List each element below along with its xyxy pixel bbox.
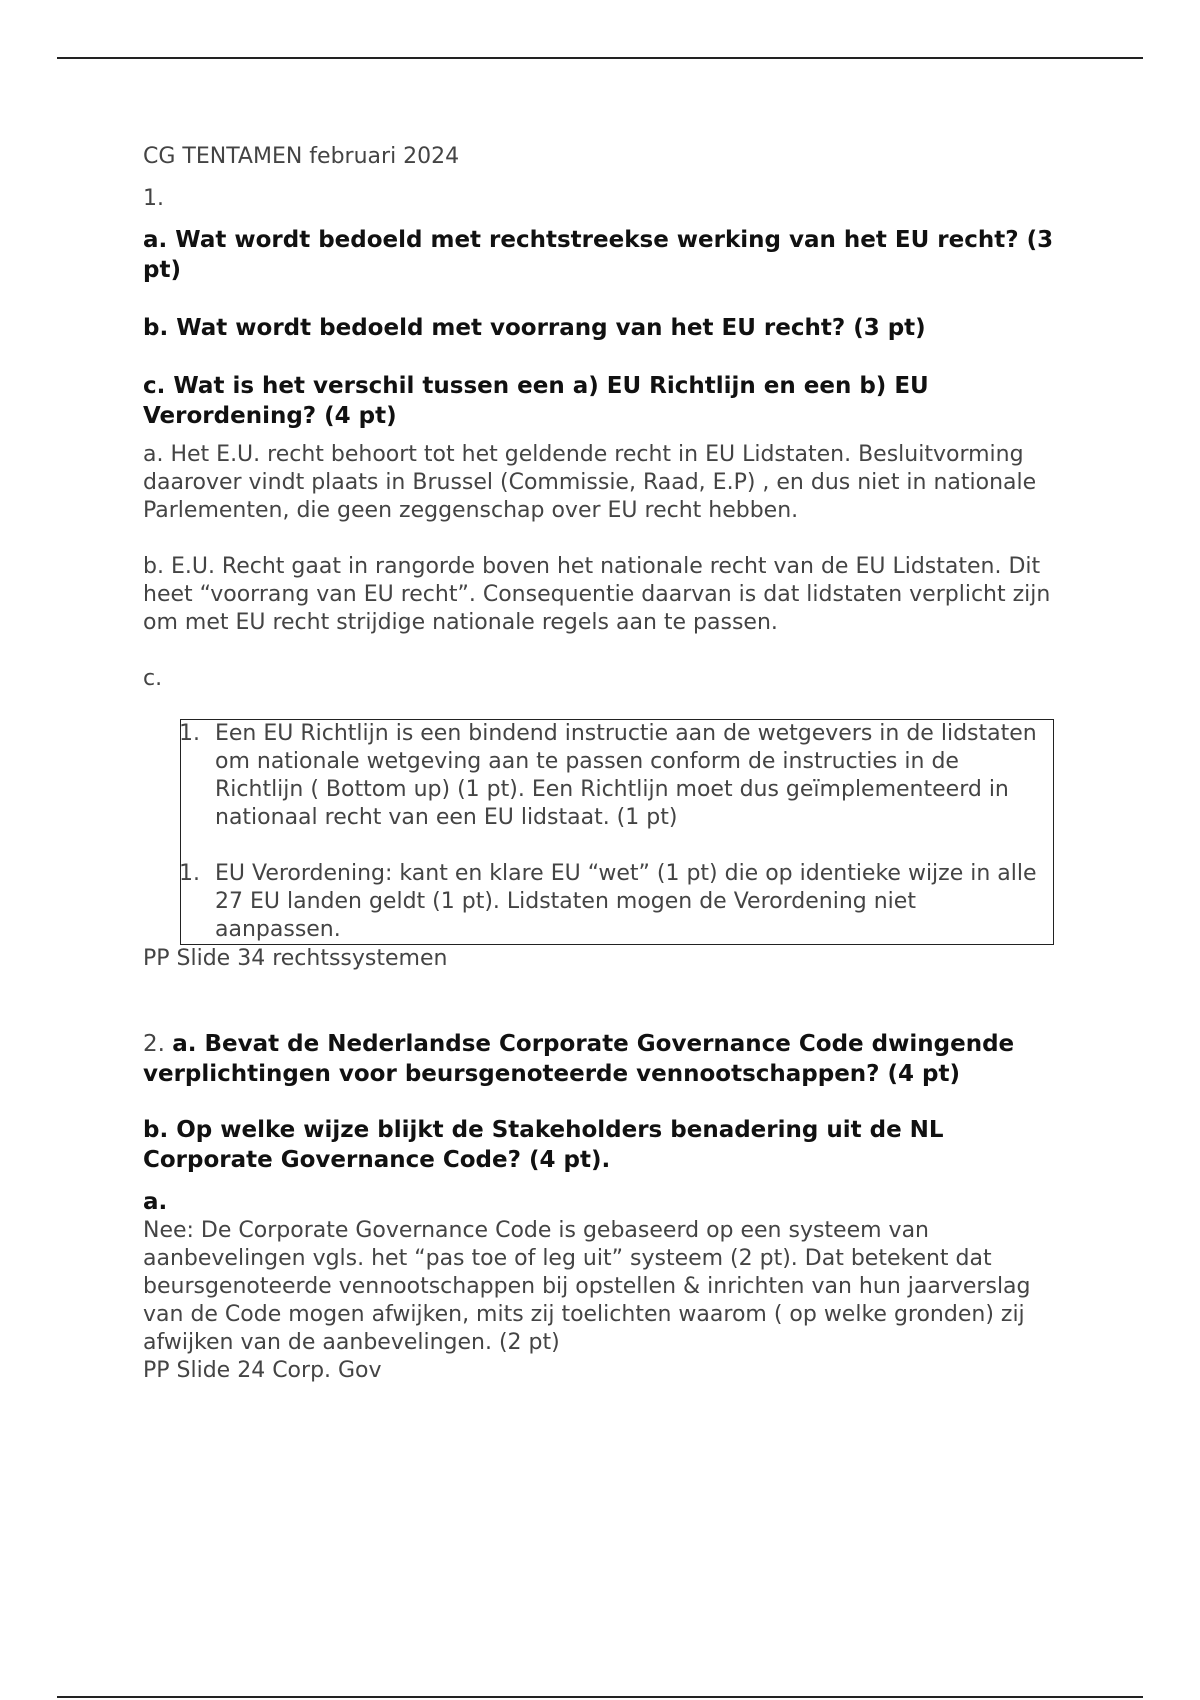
list-item-number: 1. bbox=[179, 721, 200, 746]
question-1c: c. Wat is het verschil tussen een a) EU Richtlijn en een b) EU Verordening? (4 pt) bbox=[143, 373, 929, 429]
answer-2a: Nee: De Corporate Governance Code is gebaseerd op een systeem van aanbevelingen vgls. het “pas toe of leg uit” systeem (2 pt). Dat betekent dat beursgenoteerde vennootschappen bij opstellen & inrichten van hun jaarverslag van de Code mogen afwijken, mits zij toelichten waarom ( op welke gronden) zij afwijken van de aanbevelingen. (2 pt) bbox=[143, 1218, 1031, 1355]
list-item bbox=[181, 720, 1045, 832]
question-1b: b. Wat wordt bedoeld met voorrang van het EU recht? (3 pt) bbox=[143, 315, 926, 341]
list-item bbox=[181, 860, 1045, 944]
list-item-text: EU Verordening: kant en klare EU “wet” (1 pt) die op identieke wijze in alle 27 EU landen geldt (1 pt). Lidstaten mogen de Verordening niet aanpassen. bbox=[215, 861, 1037, 942]
answer-1c-label: c. bbox=[143, 666, 163, 691]
answer-2a-label: a. bbox=[143, 1189, 168, 1215]
list-item-number: 1. bbox=[179, 861, 200, 886]
question-2b: b. Op welke wijze blijkt de Stakeholders benadering uit de NL Corporate Governance Code? (4 pt). bbox=[143, 1117, 944, 1173]
document-title: CG TENTAMEN februari 2024 bbox=[143, 144, 460, 169]
document-body bbox=[143, 143, 1063, 1385]
source-note-1: PP Slide 34 rechtssystemen bbox=[143, 946, 448, 971]
question-1-number: 1. bbox=[143, 186, 164, 211]
header-rule bbox=[57, 57, 1143, 59]
footer-rule bbox=[57, 1696, 1143, 1698]
question-1a: a. Wat wordt bedoeld met rechtstreekse werking van het EU recht? (3 pt) bbox=[143, 227, 1054, 283]
question-2a bbox=[143, 1029, 1063, 1089]
question-2-number: 2. bbox=[143, 1031, 173, 1057]
answer-1a: a. Het E.U. recht behoort tot het geldende recht in EU Lidstaten. Besluitvorming daarover vindt plaats in Brussel (Commissie, Raad, E.P) , en dus niet in nationale Parlementen, die geen zeggenschap over EU recht hebben. bbox=[143, 442, 1037, 523]
source-note-2: PP Slide 24 Corp. Gov bbox=[143, 1358, 382, 1383]
answer-1b: b. E.U. Recht gaat in rangorde boven het nationale recht van de EU Lidstaten. Dit heet “voorrang van EU recht”. Consequentie daarvan is dat lidstaten verplicht zijn om met EU recht strijdige nationale regels aan te passen. bbox=[143, 554, 1051, 635]
answer-1c-box bbox=[180, 719, 1054, 945]
list-item-text: Een EU Richtlijn is een bindend instructie aan de wetgevers in de lidstaten om nationale wetgeving aan te passen conform de instructies in de Richtlijn ( Bottom up) (1 pt). Een Richtlijn moet dus geïmplementeerd in nationaal recht van een EU lidstaat. (1 pt) bbox=[215, 721, 1037, 830]
question-2a-text: a. Bevat de Nederlandse Corporate Governance Code dwingende verplichtingen voor beursgenoteerde vennootschappen? (4 pt) bbox=[143, 1031, 1015, 1087]
